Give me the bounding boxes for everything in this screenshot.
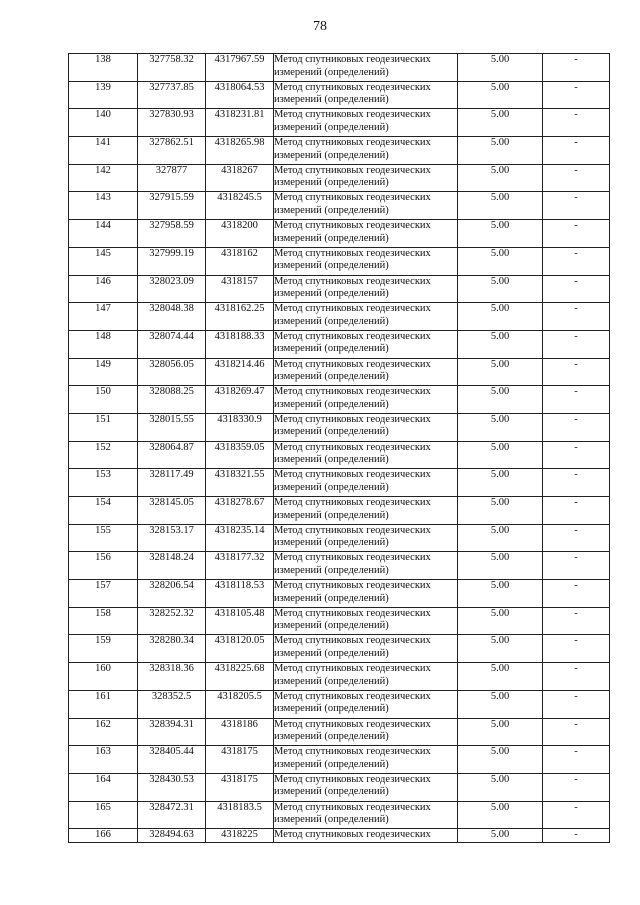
coordinate-y-cell: 4318321.55 xyxy=(206,469,274,497)
table-row xyxy=(69,773,610,801)
accuracy-cell: 5.00 xyxy=(458,607,543,635)
coordinate-y-cell: 4318267 xyxy=(206,164,274,192)
table-row xyxy=(69,164,610,192)
accuracy-cell: 5.00 xyxy=(458,330,543,358)
coordinate-y-cell: 4318157 xyxy=(206,275,274,303)
coordinate-x-cell: 328048.38 xyxy=(138,303,206,331)
note-cell: - xyxy=(543,109,610,137)
accuracy-cell: 5.00 xyxy=(458,247,543,275)
table-row xyxy=(69,829,610,843)
method-cell: Метод спутниковых геодезических измерений (определений) xyxy=(274,635,458,663)
table-row xyxy=(69,54,610,82)
method-cell: Метод спутниковых геодезических измерений (определений) xyxy=(274,746,458,774)
table-row xyxy=(69,109,610,137)
table-row xyxy=(69,718,610,746)
note-cell: - xyxy=(543,386,610,414)
table-row xyxy=(69,303,610,331)
table-row xyxy=(69,275,610,303)
method-cell: Метод спутниковых геодезических измерений (определений) xyxy=(274,192,458,220)
coordinate-y-cell: 4318214.46 xyxy=(206,358,274,386)
coordinate-x-cell: 327958.59 xyxy=(138,220,206,248)
coordinate-x-cell: 327862.51 xyxy=(138,137,206,165)
coordinate-x-cell: 327915.59 xyxy=(138,192,206,220)
coordinate-y-cell: 4318186 xyxy=(206,718,274,746)
point-number-cell: 164 xyxy=(69,773,138,801)
coordinate-x-cell: 328015.55 xyxy=(138,413,206,441)
coordinate-x-cell: 328352.5 xyxy=(138,690,206,718)
method-cell: Метод спутниковых геодезических измерений (определений) xyxy=(274,497,458,525)
method-cell: Метод спутниковых геодезических измерений (определений) xyxy=(274,54,458,82)
coordinate-x-cell: 328056.05 xyxy=(138,358,206,386)
table-row xyxy=(69,469,610,497)
point-number-cell: 151 xyxy=(69,413,138,441)
coordinate-x-cell: 328280.34 xyxy=(138,635,206,663)
coordinate-y-cell: 4318064.53 xyxy=(206,81,274,109)
accuracy-cell: 5.00 xyxy=(458,580,543,608)
coordinates-table xyxy=(68,53,610,843)
table-row xyxy=(69,580,610,608)
table-row xyxy=(69,497,610,525)
point-number-cell: 155 xyxy=(69,524,138,552)
coordinate-y-cell: 4318175 xyxy=(206,746,274,774)
coordinate-x-cell: 328252.32 xyxy=(138,607,206,635)
note-cell: - xyxy=(543,773,610,801)
accuracy-cell: 5.00 xyxy=(458,137,543,165)
coordinate-x-cell: 328405.44 xyxy=(138,746,206,774)
accuracy-cell: 5.00 xyxy=(458,413,543,441)
note-cell: - xyxy=(543,690,610,718)
accuracy-cell: 5.00 xyxy=(458,441,543,469)
note-cell: - xyxy=(543,358,610,386)
table-row xyxy=(69,386,610,414)
note-cell: - xyxy=(543,247,610,275)
method-cell: Метод спутниковых геодезических измерений (определений) xyxy=(274,330,458,358)
point-number-cell: 166 xyxy=(69,829,138,843)
point-number-cell: 148 xyxy=(69,330,138,358)
method-cell: Метод спутниковых геодезических измерений (определений) xyxy=(274,81,458,109)
coordinate-x-cell: 328023.09 xyxy=(138,275,206,303)
point-number-cell: 149 xyxy=(69,358,138,386)
accuracy-cell: 5.00 xyxy=(458,275,543,303)
note-cell: - xyxy=(543,497,610,525)
method-cell: Метод спутниковых геодезических измерений (определений) xyxy=(274,690,458,718)
point-number-cell: 139 xyxy=(69,81,138,109)
table-row xyxy=(69,330,610,358)
note-cell: - xyxy=(543,801,610,829)
coordinate-y-cell: 4318105.48 xyxy=(206,607,274,635)
note-cell: - xyxy=(543,469,610,497)
accuracy-cell: 5.00 xyxy=(458,635,543,663)
coordinate-y-cell: 4318175 xyxy=(206,773,274,801)
table-row xyxy=(69,137,610,165)
accuracy-cell: 5.00 xyxy=(458,109,543,137)
coordinate-x-cell: 327877 xyxy=(138,164,206,192)
point-number-cell: 153 xyxy=(69,469,138,497)
table-row xyxy=(69,358,610,386)
method-cell: Метод спутниковых геодезических xyxy=(274,829,458,843)
coordinate-y-cell: 4318330.9 xyxy=(206,413,274,441)
coordinate-y-cell: 4318177.32 xyxy=(206,552,274,580)
coordinate-y-cell: 4318231.81 xyxy=(206,109,274,137)
accuracy-cell: 5.00 xyxy=(458,303,543,331)
point-number-cell: 144 xyxy=(69,220,138,248)
accuracy-cell: 5.00 xyxy=(458,718,543,746)
coordinate-y-cell: 4318188.33 xyxy=(206,330,274,358)
note-cell: - xyxy=(543,635,610,663)
note-cell: - xyxy=(543,137,610,165)
method-cell: Метод спутниковых геодезических измерений (определений) xyxy=(274,552,458,580)
coordinate-y-cell: 4318225.68 xyxy=(206,663,274,691)
method-cell: Метод спутниковых геодезических измерений (определений) xyxy=(274,137,458,165)
coordinate-x-cell: 328074.44 xyxy=(138,330,206,358)
accuracy-cell: 5.00 xyxy=(458,524,543,552)
note-cell: - xyxy=(543,441,610,469)
coordinate-x-cell: 328117.49 xyxy=(138,469,206,497)
accuracy-cell: 5.00 xyxy=(458,192,543,220)
method-cell: Метод спутниковых геодезических измерений (определений) xyxy=(274,109,458,137)
point-number-cell: 146 xyxy=(69,275,138,303)
accuracy-cell: 5.00 xyxy=(458,746,543,774)
table-row xyxy=(69,413,610,441)
point-number-cell: 141 xyxy=(69,137,138,165)
coordinate-y-cell: 4318118.53 xyxy=(206,580,274,608)
accuracy-cell: 5.00 xyxy=(458,469,543,497)
table-row xyxy=(69,607,610,635)
point-number-cell: 162 xyxy=(69,718,138,746)
table-row xyxy=(69,524,610,552)
coordinate-y-cell: 4318205.5 xyxy=(206,690,274,718)
table-row xyxy=(69,81,610,109)
method-cell: Метод спутниковых геодезических измерений (определений) xyxy=(274,801,458,829)
note-cell: - xyxy=(543,829,610,843)
point-number-cell: 140 xyxy=(69,109,138,137)
method-cell: Метод спутниковых геодезических измерений (определений) xyxy=(274,303,458,331)
note-cell: - xyxy=(543,81,610,109)
table-row xyxy=(69,552,610,580)
method-cell: Метод спутниковых геодезических измерений (определений) xyxy=(274,220,458,248)
note-cell: - xyxy=(543,413,610,441)
table-row xyxy=(69,746,610,774)
method-cell: Метод спутниковых геодезических измерений (определений) xyxy=(274,164,458,192)
method-cell: Метод спутниковых геодезических измерений (определений) xyxy=(274,469,458,497)
note-cell: - xyxy=(543,275,610,303)
method-cell: Метод спутниковых геодезических измерений (определений) xyxy=(274,358,458,386)
coordinate-x-cell: 328318.36 xyxy=(138,663,206,691)
point-number-cell: 160 xyxy=(69,663,138,691)
method-cell: Метод спутниковых геодезических измерений (определений) xyxy=(274,247,458,275)
coordinate-x-cell: 327737.85 xyxy=(138,81,206,109)
coordinate-y-cell: 4318235.14 xyxy=(206,524,274,552)
coordinate-y-cell: 4318278.67 xyxy=(206,497,274,525)
coordinate-y-cell: 4318359.05 xyxy=(206,441,274,469)
coordinate-x-cell: 327758.32 xyxy=(138,54,206,82)
point-number-cell: 142 xyxy=(69,164,138,192)
point-number-cell: 161 xyxy=(69,690,138,718)
table-row xyxy=(69,690,610,718)
note-cell: - xyxy=(543,718,610,746)
point-number-cell: 157 xyxy=(69,580,138,608)
point-number-cell: 156 xyxy=(69,552,138,580)
coordinate-y-cell: 4318269.47 xyxy=(206,386,274,414)
point-number-cell: 152 xyxy=(69,441,138,469)
note-cell: - xyxy=(543,164,610,192)
coordinate-x-cell: 328148.24 xyxy=(138,552,206,580)
table-row xyxy=(69,220,610,248)
method-cell: Метод спутниковых геодезических измерений (определений) xyxy=(274,413,458,441)
accuracy-cell: 5.00 xyxy=(458,690,543,718)
method-cell: Метод спутниковых геодезических измерений (определений) xyxy=(274,580,458,608)
coordinate-y-cell: 4318265.98 xyxy=(206,137,274,165)
coordinate-x-cell: 328145.05 xyxy=(138,497,206,525)
coordinate-y-cell: 4318245.5 xyxy=(206,192,274,220)
coordinate-x-cell: 328153.17 xyxy=(138,524,206,552)
note-cell: - xyxy=(543,303,610,331)
coordinate-y-cell: 4318162 xyxy=(206,247,274,275)
table-row xyxy=(69,441,610,469)
accuracy-cell: 5.00 xyxy=(458,663,543,691)
method-cell: Метод спутниковых геодезических измерений (определений) xyxy=(274,607,458,635)
note-cell: - xyxy=(543,524,610,552)
table-row xyxy=(69,192,610,220)
note-cell: - xyxy=(543,552,610,580)
point-number-cell: 154 xyxy=(69,497,138,525)
method-cell: Метод спутниковых геодезических измерений (определений) xyxy=(274,773,458,801)
coordinate-y-cell: 4318225 xyxy=(206,829,274,843)
coordinate-x-cell: 328394.31 xyxy=(138,718,206,746)
coordinate-x-cell: 328206.54 xyxy=(138,580,206,608)
point-number-cell: 163 xyxy=(69,746,138,774)
coordinate-x-cell: 328064.87 xyxy=(138,441,206,469)
accuracy-cell: 5.00 xyxy=(458,220,543,248)
note-cell: - xyxy=(543,330,610,358)
point-number-cell: 158 xyxy=(69,607,138,635)
point-number-cell: 159 xyxy=(69,635,138,663)
table-body xyxy=(69,54,610,843)
note-cell: - xyxy=(543,192,610,220)
coordinate-x-cell: 327830.93 xyxy=(138,109,206,137)
note-cell: - xyxy=(543,220,610,248)
method-cell: Метод спутниковых геодезических измерений (определений) xyxy=(274,275,458,303)
point-number-cell: 138 xyxy=(69,54,138,82)
table-row xyxy=(69,801,610,829)
accuracy-cell: 5.00 xyxy=(458,801,543,829)
point-number-cell: 165 xyxy=(69,801,138,829)
coordinate-y-cell: 4318162.25 xyxy=(206,303,274,331)
note-cell: - xyxy=(543,607,610,635)
point-number-cell: 143 xyxy=(69,192,138,220)
method-cell: Метод спутниковых геодезических измерений (определений) xyxy=(274,441,458,469)
accuracy-cell: 5.00 xyxy=(458,358,543,386)
accuracy-cell: 5.00 xyxy=(458,81,543,109)
coordinate-x-cell: 328494.63 xyxy=(138,829,206,843)
page-number: 78 xyxy=(313,19,327,34)
coordinate-x-cell: 327999.19 xyxy=(138,247,206,275)
accuracy-cell: 5.00 xyxy=(458,773,543,801)
coordinate-x-cell: 328430.53 xyxy=(138,773,206,801)
accuracy-cell: 5.00 xyxy=(458,552,543,580)
accuracy-cell: 5.00 xyxy=(458,497,543,525)
point-number-cell: 147 xyxy=(69,303,138,331)
accuracy-cell: 5.00 xyxy=(458,829,543,843)
coordinate-y-cell: 4318200 xyxy=(206,220,274,248)
table-row xyxy=(69,247,610,275)
note-cell: - xyxy=(543,580,610,608)
method-cell: Метод спутниковых геодезических измерений (определений) xyxy=(274,718,458,746)
accuracy-cell: 5.00 xyxy=(458,164,543,192)
coordinate-y-cell: 4317967.59 xyxy=(206,54,274,82)
point-number-cell: 145 xyxy=(69,247,138,275)
accuracy-cell: 5.00 xyxy=(458,386,543,414)
method-cell: Метод спутниковых геодезических измерений (определений) xyxy=(274,386,458,414)
method-cell: Метод спутниковых геодезических измерений (определений) xyxy=(274,524,458,552)
note-cell: - xyxy=(543,746,610,774)
note-cell: - xyxy=(543,663,610,691)
note-cell: - xyxy=(543,54,610,82)
table-row xyxy=(69,635,610,663)
coordinate-y-cell: 4318183.5 xyxy=(206,801,274,829)
coordinate-x-cell: 328472.31 xyxy=(138,801,206,829)
table-row xyxy=(69,663,610,691)
coordinate-y-cell: 4318120.05 xyxy=(206,635,274,663)
point-number-cell: 150 xyxy=(69,386,138,414)
accuracy-cell: 5.00 xyxy=(458,54,543,82)
coordinate-x-cell: 328088.25 xyxy=(138,386,206,414)
method-cell: Метод спутниковых геодезических измерений (определений) xyxy=(274,663,458,691)
